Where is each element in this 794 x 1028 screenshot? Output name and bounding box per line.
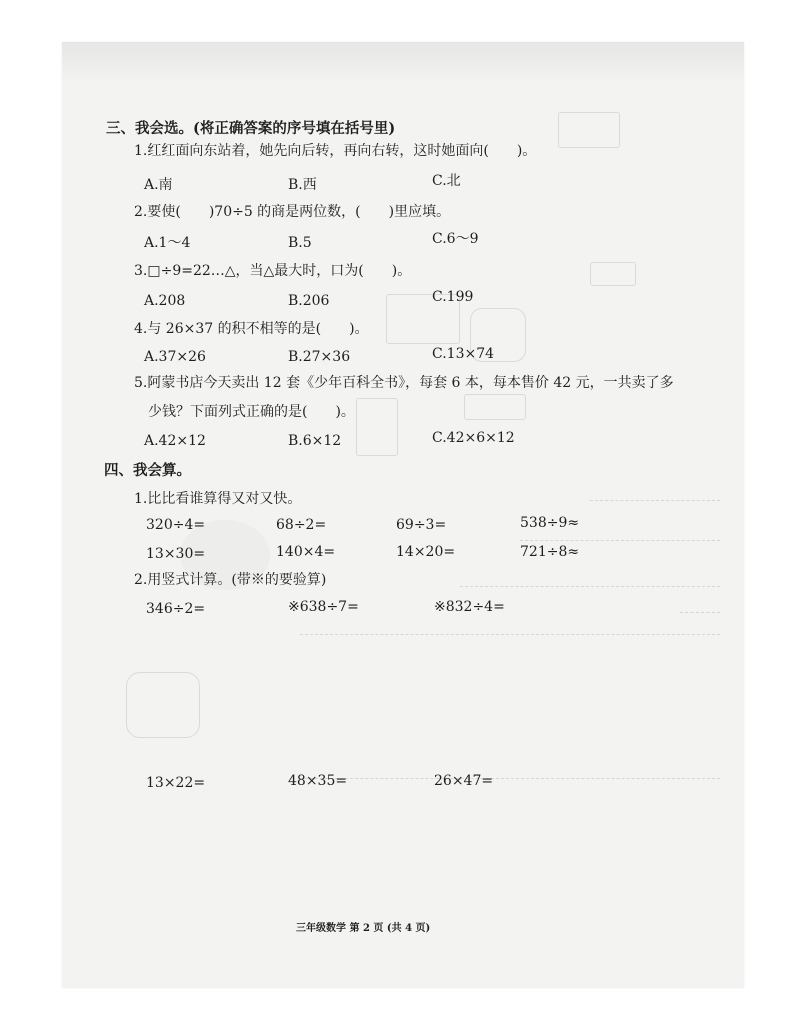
oral-calc-item: 14×20= — [396, 544, 456, 560]
vertical-calc-item: ※832÷4= — [434, 599, 505, 615]
ghost-line — [460, 586, 720, 587]
q3-text: 3.□÷9=22…△，当△最大时，口为( )。 — [134, 263, 412, 279]
q4-option-a: A.37×26 — [144, 349, 206, 365]
q2-text: 2.要使( )70÷5 的商是两位数，( )里应填。 — [134, 204, 451, 220]
q5-option-b: B.6×12 — [288, 433, 342, 449]
ghost-box — [558, 112, 620, 148]
ghost-line — [300, 634, 720, 635]
ghost-box — [590, 262, 636, 286]
vertical-calc-item: 26×47= — [434, 773, 494, 789]
q5-option-c: C.42×6×12 — [432, 430, 515, 446]
vertical-calc-item: 13×22= — [146, 775, 206, 791]
oral-calc-item: 68÷2= — [276, 517, 327, 533]
oral-calc-title: 1.比比看谁算得又对又快。 — [134, 491, 302, 507]
q4-text: 4.与 26×37 的积不相等的是( )。 — [134, 321, 369, 337]
ghost-line — [300, 778, 720, 779]
q2-option-c: C.6～9 — [432, 231, 479, 247]
section3-heading: 三、我会选。(将正确答案的序号填在括号里) — [106, 120, 396, 137]
q2-option-a: A.1～4 — [144, 235, 191, 251]
q5-text-line2: 少钱？下面列式正确的是( )。 — [148, 404, 355, 420]
q2-option-b: B.5 — [288, 235, 312, 251]
oral-calc-item: 69÷3= — [396, 517, 447, 533]
ghost-line — [590, 500, 720, 501]
oral-calc-item: 13×30= — [146, 546, 206, 562]
q5-text-line1: 5.阿蒙书店今天卖出 12 套《少年百科全书》，每套 6 本，每本售价 42 元，一共卖了多 — [134, 375, 674, 391]
vertical-calc-item: 48×35= — [288, 773, 348, 789]
oral-calc-item: 140×4= — [276, 544, 336, 560]
q3-option-b: B.206 — [288, 293, 330, 309]
q4-option-b: B.27×36 — [288, 349, 351, 365]
vertical-calc-item: 346÷2= — [146, 601, 206, 617]
vertical-calc-item: ※638÷7= — [288, 599, 359, 615]
ghost-figure — [356, 398, 398, 456]
q1-option-c: C.北 — [432, 173, 461, 189]
vertical-calc-title: 2.用竖式计算。(带※的要验算) — [134, 572, 327, 588]
q4-option-c: C.13×74 — [432, 346, 495, 362]
page-top-shadow — [62, 42, 744, 82]
oral-calc-item: 320÷4= — [146, 517, 206, 533]
ghost-figure — [126, 672, 200, 738]
q1-option-b: B.西 — [288, 177, 317, 193]
oral-calc-item: 538÷9≈ — [520, 515, 580, 531]
ghost-line — [680, 612, 720, 613]
ghost-figure — [464, 394, 526, 420]
q1-text: 1.红红面向东站着，她先向后转，再向右转，这时她面向( )。 — [134, 143, 537, 159]
q1-option-a: A.南 — [144, 177, 173, 193]
q3-option-a: A.208 — [144, 293, 186, 309]
q3-option-c: C.199 — [432, 289, 474, 305]
q5-option-a: A.42×12 — [144, 433, 206, 449]
section4-heading: 四、我会算。 — [104, 462, 191, 479]
ghost-line — [520, 540, 720, 541]
page-footer: 三年级数学 第 2 页 (共 4 页) — [296, 923, 431, 934]
oral-calc-item: 721÷8≈ — [520, 544, 580, 560]
